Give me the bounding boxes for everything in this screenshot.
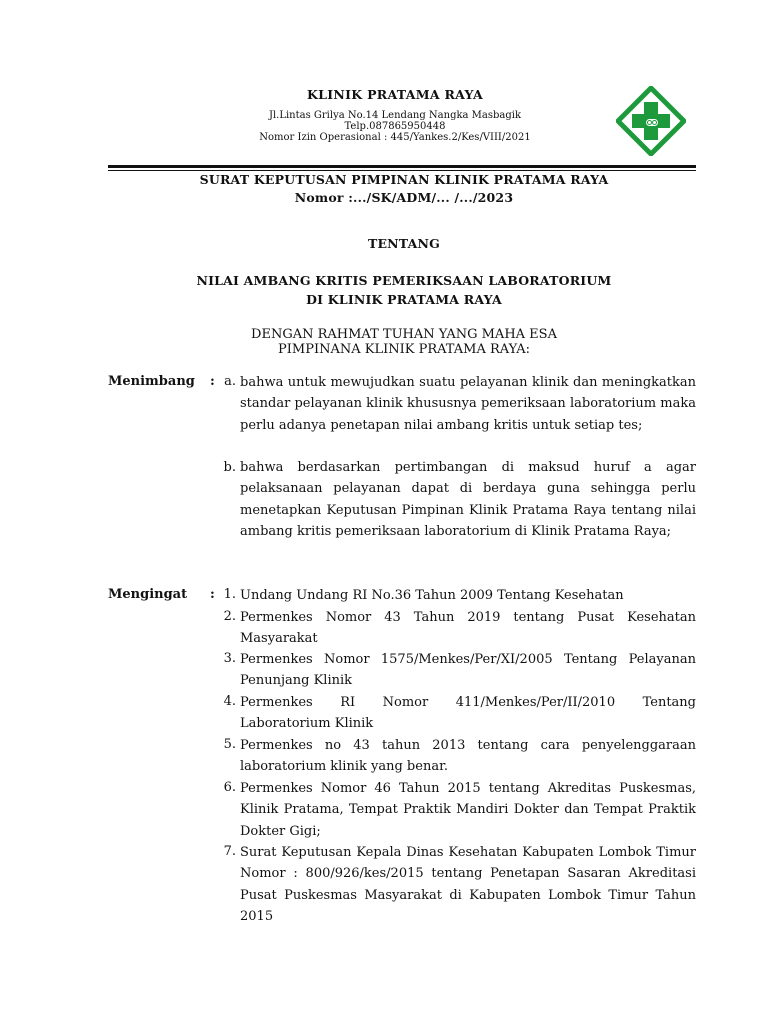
mengingat-marker-4: 4. — [223, 694, 236, 709]
decree-title: SURAT KEPUTUSAN PIMPINAN KLINIK PRATAMA RAYA — [199, 172, 609, 187]
clinic-name: KLINIK PRATAMA RAYA — [307, 87, 483, 102]
clinic-permit: Nomor Izin Operasional : 445/Yankes.2/Kes/VIII/2021 — [259, 132, 531, 143]
opening-line-2: PIMPINANA KLINIK PRATAMA RAYA: — [278, 342, 530, 357]
clinic-address: Jl.Lintas Grilya No.14 Lendang Nangka Masbagik — [268, 110, 522, 121]
divider-thick — [108, 165, 696, 168]
mengingat-marker-1: 1. — [223, 587, 236, 602]
mengingat-item-1: Undang Undang RI No.36 Tahun 2009 Tentang Kesehatan — [240, 588, 624, 603]
mengingat-item-4: Permenkes RI Nomor 411/Menkes/Per/II/2010 Tentang Laboratorium Klinik — [240, 695, 696, 732]
mengingat-colon: : — [210, 587, 215, 602]
opening-line-1: DENGAN RAHMAT TUHAN YANG MAHA ESA — [251, 327, 557, 342]
mengingat-marker-6: 6. — [223, 780, 236, 795]
mengingat-marker-3: 3. — [223, 651, 236, 666]
divider-thin — [108, 170, 696, 171]
letterhead — [0, 0, 768, 165]
mengingat-marker-5: 5. — [223, 737, 236, 752]
mengingat-label: Mengingat — [108, 587, 188, 602]
mengingat-marker-2: 2. — [223, 609, 236, 624]
tentang-heading: TENTANG — [367, 236, 441, 251]
menimbang-label: Menimbang — [108, 374, 195, 389]
clinic-phone: Telp.087865950448 — [344, 121, 446, 132]
mengingat-item-3: Permenkes Nomor 1575/Menkes/Per/XI/2005 Tentang Pelayanan Penunjang Klinik — [240, 652, 696, 689]
menimbang-marker-b: b. — [223, 460, 236, 475]
mengingat-item-5: Permenkes no 43 tahun 2013 tentang cara penyelenggaraan laboratorium klinik yang benar. — [240, 738, 696, 775]
subject-line-1: NILAI AMBANG KRITIS PEMERIKSAAN LABORATORIUM — [196, 273, 612, 288]
mengingat-item-2: Permenkes Nomor 43 Tahun 2019 tentang Pusat Kesehatan Masyarakat — [240, 610, 696, 647]
green-cross-logo-icon — [616, 86, 686, 156]
subject-line-2: DI KLINIK PRATAMA RAYA — [306, 292, 502, 307]
menimbang-item-a: bahwa untuk mewujudkan suatu pelayanan klinik dan meningkatkan standar pelayanan klinik khususnya pemeriksaan laboratorium maka perlu adanya penetapan nilai ambang kritis untuk setiap tes; — [240, 375, 696, 433]
menimbang-colon: : — [210, 374, 215, 389]
mengingat-marker-7: 7. — [223, 844, 236, 859]
decree-number: Nomor :.../SK/ADM/... /.../2023 — [294, 190, 514, 205]
menimbang-marker-a: a. — [224, 374, 236, 389]
mengingat-item-6: Permenkes Nomor 46 Tahun 2015 tentang Akreditas Puskesmas, Klinik Pratama, Tempat Praktik Mandiri Dokter dan Tempat Praktik Dokter Gigi; — [240, 781, 696, 839]
menimbang-item-b: bahwa berdasarkan pertimbangan di maksud huruf a agar pelaksanaan pelayanan dapat di berdaya guna sehingga perlu menetapkan Keputusan Pimpinan Klinik Pratama Raya tentang nilai ambang kritis pemeriksaan laboratorium di Klinik Pratama Raya; — [240, 460, 696, 540]
mengingat-item-7: Surat Keputusan Kepala Dinas Kesehatan Kabupaten Lombok Timur Nomor : 800/926/kes/2015 tentang Penetapan Sasaran Akreditasi Pusat Puskesmas Masyarakat di Kabupaten Lombok Timur Tahun 2015 — [240, 845, 696, 925]
